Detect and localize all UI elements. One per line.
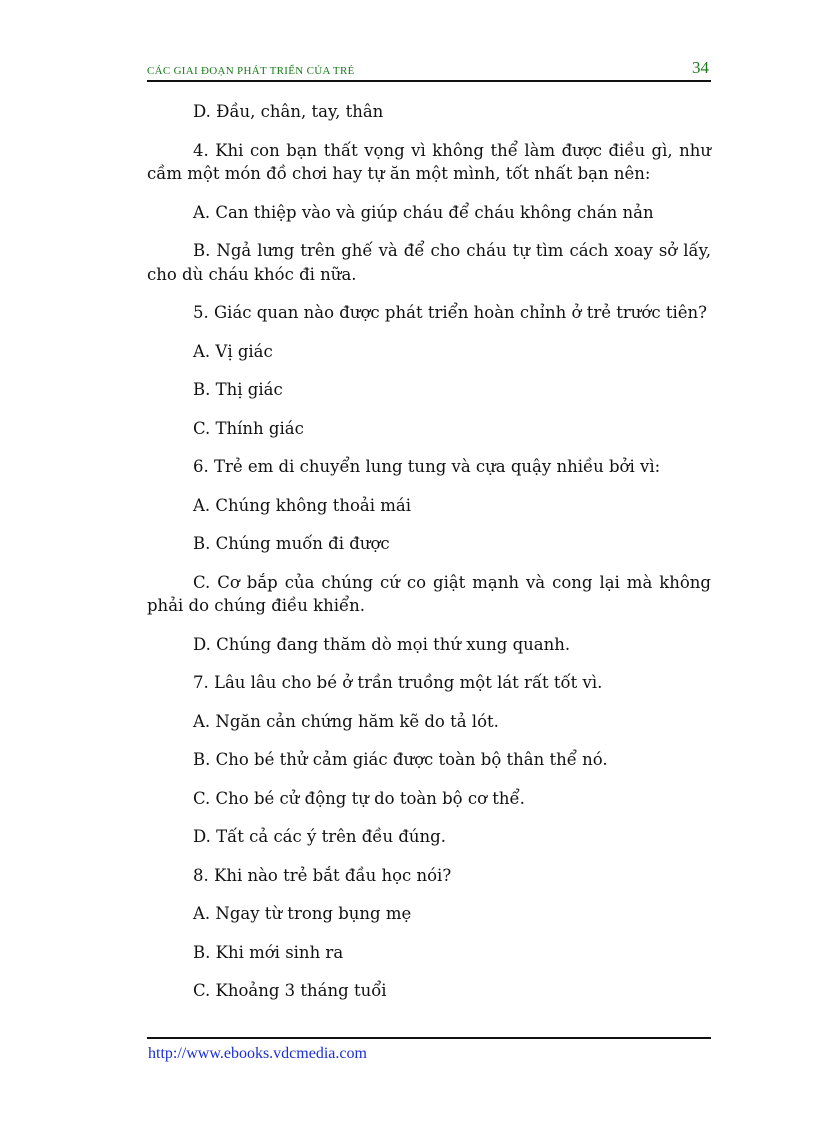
answer-option: B. Ngả lưng trên ghế và để cho cháu tự tìm cách xoay sở lấy, cho dù cháu khóc đi nữa.	[147, 241, 711, 284]
question-5: 5. Giác quan nào được phát triển hoàn chỉnh ở trẻ trước tiên?	[193, 303, 707, 322]
footer-website-link[interactable]: http://www.ebooks.vdcmedia.com	[148, 1045, 367, 1062]
question-8: 8. Khi nào trẻ bắt đầu học nói?	[193, 865, 452, 885]
answer-option: C. Cho bé cử động tự do toàn bộ cơ thể.	[193, 788, 525, 808]
answer-option: B. Thị giác	[193, 380, 283, 399]
answer-option: A. Can thiệp vào và giúp cháu để cháu không chán nản	[193, 202, 654, 222]
footer-divider	[147, 1037, 711, 1039]
page-number: 34	[692, 58, 709, 77]
answer-option: D. Chúng đang thăm dò mọi thứ xung quanh.	[193, 634, 571, 654]
answer-option: A. Vị giác	[193, 341, 273, 361]
answer-option: C. Thính giác	[193, 418, 304, 438]
answer-option: A. Ngay từ trong bụng mẹ	[193, 904, 412, 923]
answer-option: A. Chúng không thoải mái	[193, 495, 412, 515]
answer-option: B. Khi mới sinh ra	[193, 942, 344, 962]
answer-option: C. Khoảng 3 tháng tuổi	[193, 981, 387, 1000]
question-7: 7. Lâu lâu cho bé ở trần truồng một lát rất tốt vì.	[193, 673, 603, 692]
answer-option: B. Cho bé thử cảm giác được toàn bộ thân thể nó.	[193, 750, 608, 769]
answer-option: B. Chúng muốn đi được	[193, 534, 390, 553]
answer-option: D. Tất cả các ý trên đều đúng.	[193, 827, 446, 846]
question-6: 6. Trẻ em di chuyển lung tung và cựa quậy nhiều bởi vì:	[193, 457, 661, 476]
question-4: 4. Khi con bạn thất vọng vì không thể làm được điều gì, như cầm một món đồ chơi hay tự ăn một mình, tốt nhất bạn nên:	[147, 140, 711, 183]
answer-option: C. Cơ bắp của chúng cứ co giật mạnh và cong lại mà không phải do chúng điều khiển.	[147, 572, 711, 615]
header-divider	[147, 80, 711, 82]
paragraph: D. Đầu, chân, tay, thân	[193, 102, 384, 121]
running-title: CÁC GIAI ĐOẠN PHÁT TRIỂN CỦA TRẺ	[147, 65, 355, 77]
page-header	[147, 58, 711, 80]
page-body	[147, 100, 711, 1018]
answer-option: A. Ngăn cản chứng hăm kẽ do tả lót.	[193, 711, 499, 731]
